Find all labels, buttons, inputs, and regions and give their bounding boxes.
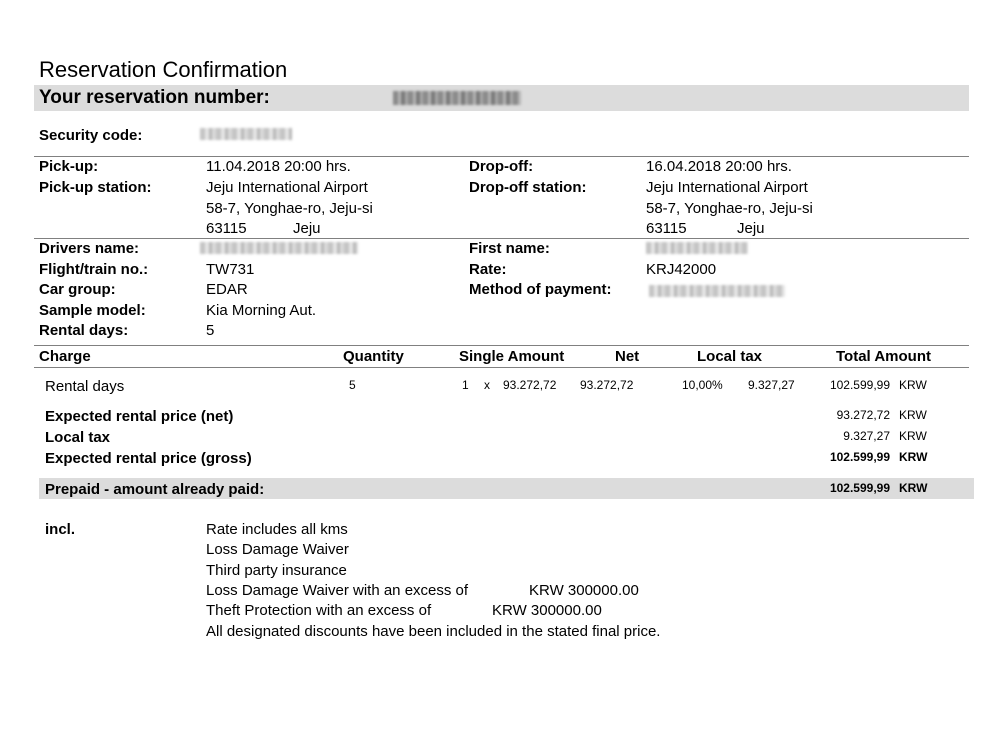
incl-line: Theft Protection with an excess of (206, 602, 432, 619)
car-group-label: Car group: (39, 281, 116, 298)
first-name-label: First name: (469, 240, 550, 257)
dropoff-label: Drop-off: (469, 158, 534, 175)
charge-row-times: x (484, 378, 490, 392)
pickup-datetime: 11.04.2018 20:00 hrs. (206, 158, 351, 175)
sample-model-value: Kia Morning Aut. (206, 302, 317, 319)
incl-line: Third party insurance (206, 562, 347, 579)
prepaid-label: Prepaid - amount already paid: (45, 481, 265, 498)
charge-row-total: 102.599,99 (829, 378, 890, 392)
dropoff-station-label: Drop-off station: (469, 179, 587, 196)
dropoff-station: Jeju International Airport (646, 179, 808, 196)
gross-price-value: 102.599,99 (829, 450, 890, 464)
rental-days-value: 5 (206, 322, 215, 339)
divider (34, 345, 969, 346)
flight-label: Flight/train no.: (39, 261, 149, 278)
payment-label: Method of payment: (469, 281, 612, 298)
gross-price-currency: KRW (899, 450, 928, 464)
local-tax-currency: KRW (899, 429, 927, 443)
local-tax-value: 9.327,27 (843, 429, 890, 443)
incl-line: Loss Damage Waiver with an excess of (206, 582, 469, 599)
prepaid-value: 102.599,99 (829, 481, 890, 495)
col-quantity: Quantity (343, 348, 404, 365)
flight-value: TW731 (206, 261, 255, 278)
dropoff-city: Jeju (737, 220, 765, 237)
payment-redacted (649, 285, 785, 297)
incl-label: incl. (45, 521, 76, 538)
pickup-city: Jeju (293, 220, 321, 237)
page-title: Reservation Confirmation (39, 57, 288, 82)
charge-row-count: 1 (462, 378, 469, 392)
rate-label: Rate: (469, 261, 507, 278)
charge-row-label: Rental days (45, 378, 125, 395)
drivers-name-label: Drivers name: (39, 240, 140, 257)
charge-row-net: 93.272,72 (580, 378, 634, 392)
col-total-amount: Total Amount (836, 348, 931, 365)
pickup-address: 58-7, Yonghae-ro, Jeju-si (206, 200, 373, 217)
col-net: Net (615, 348, 640, 365)
incl-line: All designated discounts have been included in the stated final price. (206, 623, 661, 640)
divider (34, 367, 969, 368)
dropoff-datetime: 16.04.2018 20:00 hrs. (646, 158, 792, 175)
col-charge: Charge (39, 348, 91, 365)
dropoff-postcode: 63115 (646, 220, 687, 237)
col-local-tax: Local tax (697, 348, 763, 365)
sample-model-label: Sample model: (39, 302, 146, 319)
incl-line: Loss Damage Waiver (206, 541, 349, 558)
charge-row-single: 93.272,72 (503, 378, 557, 392)
divider (34, 156, 969, 157)
charge-row-quantity: 5 (349, 378, 356, 392)
first-name-redacted (646, 242, 748, 254)
charge-row-tax-rate: 10,00% (682, 378, 723, 392)
local-tax-label: Local tax (45, 429, 111, 446)
ldw-excess-amount: KRW 300000.00 (529, 582, 639, 599)
charge-row-tax: 9.327,27 (748, 378, 795, 392)
rental-days-label: Rental days: (39, 322, 129, 339)
net-price-label: Expected rental price (net) (45, 408, 234, 425)
dropoff-address: 58-7, Yonghae-ro, Jeju-si (646, 200, 813, 217)
prepaid-currency: KRW (899, 481, 928, 495)
divider (34, 238, 969, 239)
pickup-station: Jeju International Airport (206, 179, 368, 196)
charge-row-currency: KRW (899, 378, 927, 392)
security-code-redacted (200, 128, 292, 140)
incl-line: Rate includes all kms (206, 521, 348, 538)
net-price-currency: KRW (899, 408, 927, 422)
car-group-value: EDAR (206, 281, 248, 298)
gross-price-label: Expected rental price (gross) (45, 450, 252, 467)
theft-excess-amount: KRW 300000.00 (492, 602, 602, 619)
pickup-postcode: 63115 (206, 220, 247, 237)
net-price-value: 93.272,72 (836, 408, 890, 422)
pickup-station-label: Pick-up station: (39, 179, 152, 196)
reservation-number-label: Your reservation number: (39, 87, 270, 108)
drivers-name-redacted (200, 242, 358, 254)
rate-value: KRJ42000 (646, 261, 717, 278)
reservation-number-redacted (393, 91, 521, 105)
col-single-amount: Single Amount (459, 348, 565, 365)
pickup-label: Pick-up: (39, 158, 99, 175)
security-code-label: Security code: (39, 127, 143, 144)
